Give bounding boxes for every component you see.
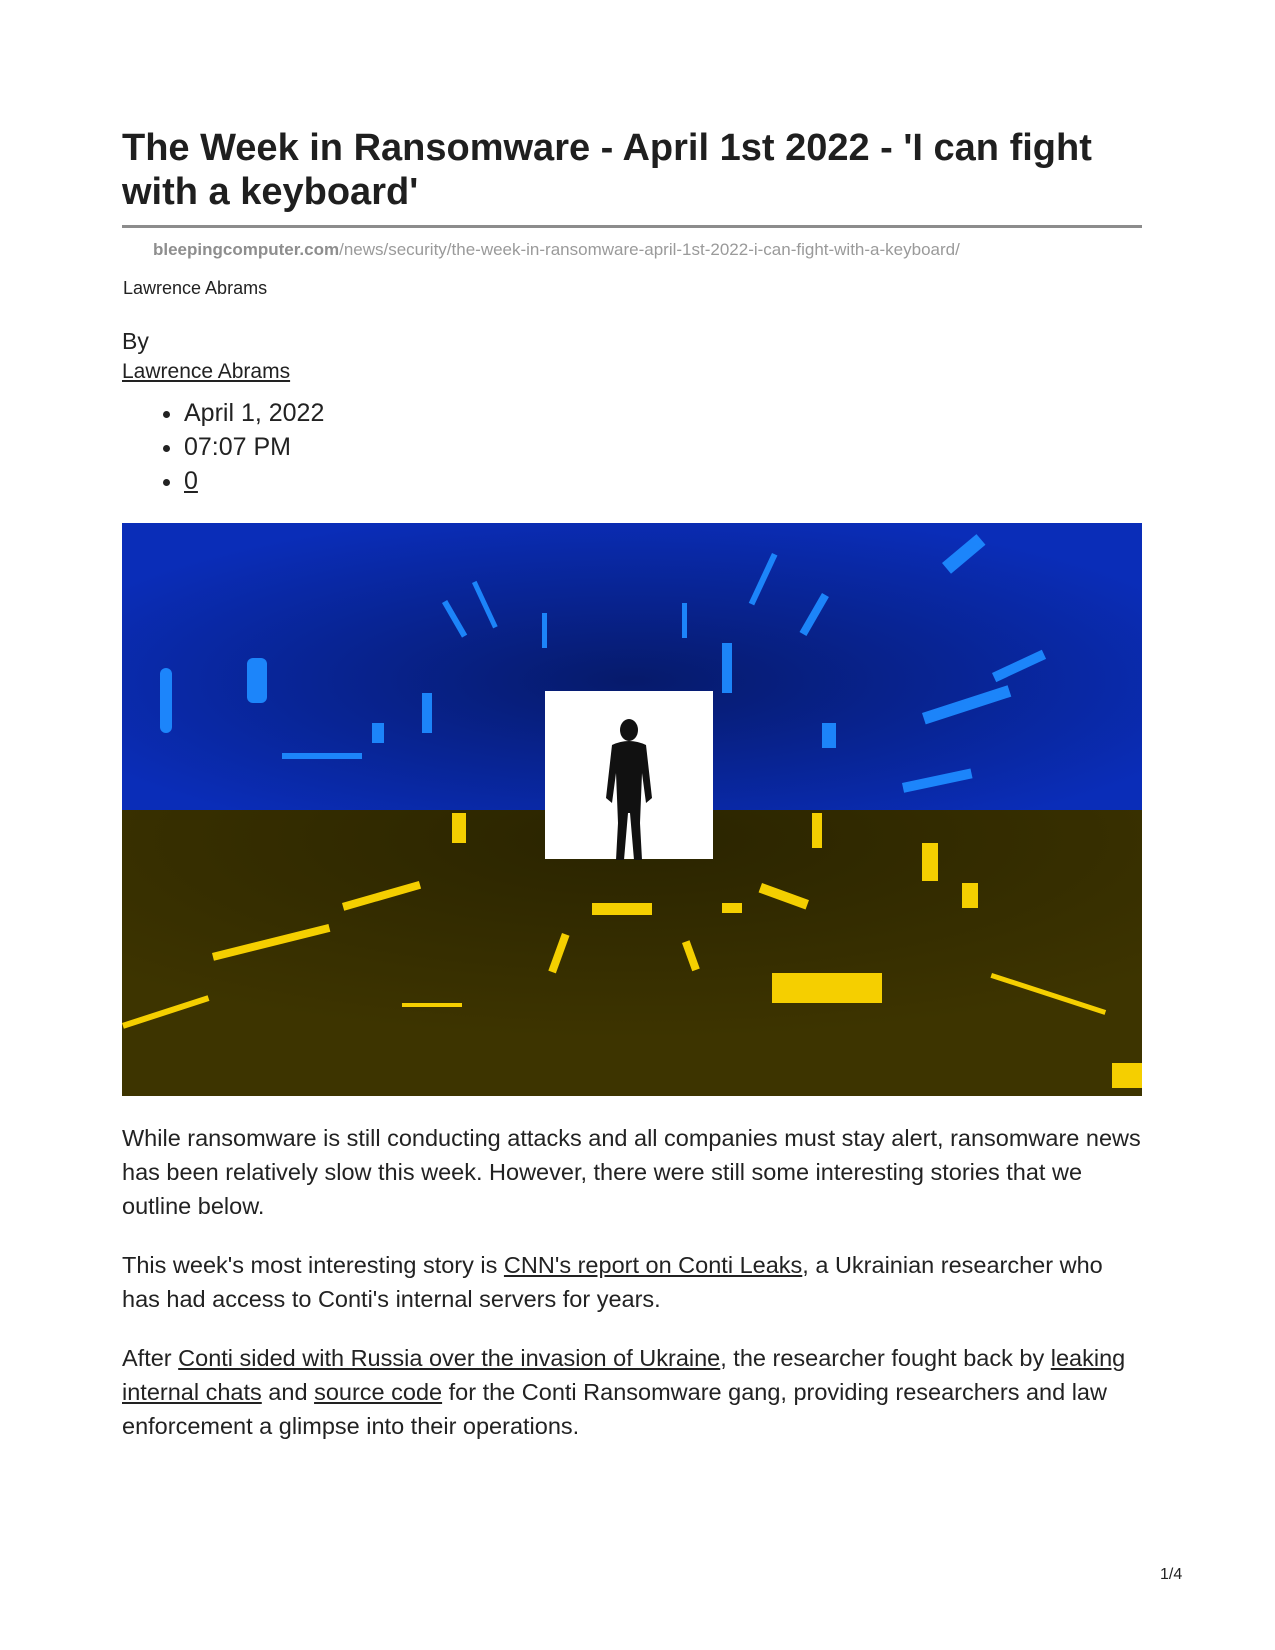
cnn-report-link[interactable]: CNN's report on Conti Leaks xyxy=(503,1252,803,1278)
text-span: for the Conti Ransomware gang, providing researchers and law enforcement a glimpse into their operations. xyxy=(122,1379,1107,1439)
article-title: The Week in Ransomware - April 1st 2022 - 'I can fight with a keyboard' xyxy=(122,127,1092,213)
text-span: , a Ukrainian researcher who has had access to Conti's internal servers for years. xyxy=(122,1252,1103,1312)
author-name: Lawrence Abrams xyxy=(123,278,268,298)
paragraph-intro: While ransomware is still conducting attacks and all companies must stay alert, ransomware news has been relatively slow this week. However, there were still some interesting stories that we outline below. xyxy=(122,1125,1141,1219)
source-url[interactable] xyxy=(153,240,960,260)
paragraph-conti-leaks xyxy=(122,1248,1142,1316)
text-span: and xyxy=(261,1379,315,1405)
text-span: After xyxy=(122,1345,179,1371)
source-domain: bleepingcomputer.com xyxy=(153,240,340,259)
byline-label: By xyxy=(122,328,149,354)
comments-count-link[interactable]: 0 xyxy=(184,467,198,495)
source-path: /news/security/the-week-in-ransomware-april-1st-2022-i-can-fight-with-a-keyboard/ xyxy=(339,240,960,259)
leaking-chats-link[interactable]: leaking internal chats xyxy=(122,1345,1126,1405)
paragraph-conti-russia xyxy=(122,1341,1142,1443)
publish-time: • 07:07 PM xyxy=(184,430,324,464)
page-number: 1/4 xyxy=(1160,1566,1183,1583)
publish-date: • April 1, 2022 xyxy=(184,396,324,430)
text-span: This week's most interesting story is xyxy=(122,1252,504,1278)
source-code-link[interactable]: source code xyxy=(314,1379,443,1405)
text-span: , the researcher fought back by xyxy=(720,1345,1051,1371)
author-link[interactable]: Lawrence Abrams xyxy=(122,360,291,383)
article-meta-list xyxy=(122,396,324,498)
hero-illustration xyxy=(122,523,1142,1096)
comments-item xyxy=(184,464,324,498)
conti-russia-link[interactable]: Conti sided with Russia over the invasion of Ukraine xyxy=(178,1345,721,1371)
hero-image xyxy=(122,523,1142,1096)
title-divider xyxy=(122,225,1142,228)
